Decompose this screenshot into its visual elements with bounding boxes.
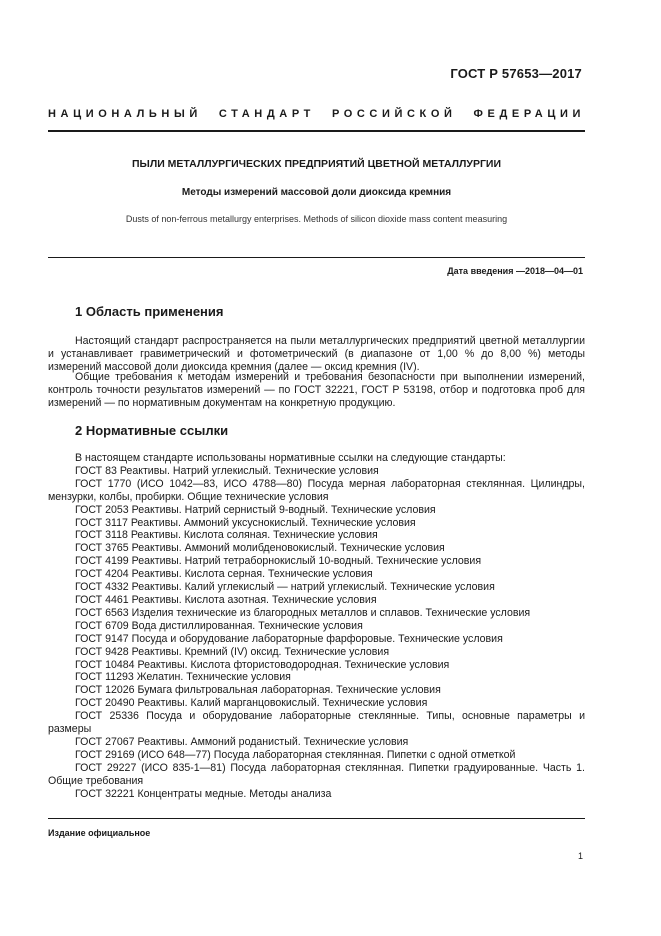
- document-code: ГОСТ Р 57653—2017: [450, 66, 582, 81]
- reference-item: ГОСТ 9428 Реактивы. Кремний (IV) оксид. Технические условия: [75, 645, 390, 658]
- references-intro: В настоящем стандарте использованы нормативные ссылки на следующие стандарты:: [75, 452, 506, 464]
- reference-item: ГОСТ 4332 Реактивы. Калий углекислый — натрий углекислый. Технические условия: [75, 581, 495, 594]
- reference-item: ГОСТ 27067 Реактивы. Аммоний роданистый. Технические условия: [75, 735, 409, 748]
- title-divider: [48, 257, 585, 258]
- reference-item: ГОСТ 3765 Реактивы. Аммоний молибденовокислый. Технические условия: [75, 542, 445, 555]
- reference-item: ГОСТ 3118 Реактивы. Кислота соляная. Технические условия: [75, 529, 378, 542]
- banner-word: РОССИЙСКОЙ: [331, 108, 457, 120]
- reference-item: ГОСТ 10484 Реактивы. Кислота фтористоводородная. Технические условия: [75, 658, 450, 671]
- paragraph-text: Настоящий стандарт распространяется на пыли металлургических предприятий цветной металлургии и устанавливает гравиметрический и фотометрический (в диапазоне от 1,00 % до 8,00 %) методы измерений массовой доли диоксида кремния (далее — оксид кремния (IV).: [48, 335, 585, 374]
- normative-references-list: [48, 452, 585, 800]
- official-edition-label: Издание официальное: [48, 828, 151, 838]
- reference-item: ГОСТ 6709 Вода дистиллированная. Технические условия: [75, 619, 363, 632]
- reference-item: ГОСТ 29169 (ИСО 648—77) Посуда лабораторная стеклянная. Пипетки с одной отметкой: [75, 748, 516, 761]
- national-standard-banner: [48, 108, 585, 120]
- section-1-paragraph-1: [48, 335, 585, 375]
- reference-item: ГОСТ 12026 Бумага фильтровальная лабораторная. Технические условия: [75, 684, 441, 697]
- reference-item: ГОСТ 4204 Реактивы. Кислота серная. Технические условия: [75, 568, 373, 581]
- section-1-paragraph-2: [48, 371, 585, 411]
- document-subtitle: Методы измерений массовой доли диоксида кремния: [181, 187, 452, 198]
- header-divider: [48, 130, 585, 132]
- reference-item: ГОСТ 11293 Желатин. Технические условия: [75, 671, 291, 684]
- banner-word: ФЕДЕРАЦИИ: [473, 108, 585, 120]
- paragraph-text: Общие требования к методам измерений и требования безопасности при выполнении измерений, контроль точности результатов измерений — по ГОСТ 32221, ГОСТ Р 53198, отбор и подготовка проб для измерений — по нормативным документам на конкретную продукцию.: [48, 371, 585, 410]
- banner-word: СТАНДАРТ: [218, 108, 315, 120]
- reference-item: ГОСТ 83 Реактивы. Натрий углекислый. Технические условия: [75, 464, 379, 477]
- reference-item: ГОСТ 4199 Реактивы. Натрий тетраборнокислый 10-водный. Технические условия: [75, 555, 482, 568]
- reference-item: ГОСТ 4461 Реактивы. Кислота азотная. Технические условия: [75, 593, 377, 606]
- reference-item: ГОСТ 20490 Реактивы. Калий марганцовокислый. Технические условия: [75, 697, 428, 710]
- document-title: ПЫЛИ МЕТАЛЛУРГИЧЕСКИХ ПРЕДПРИЯТИЙ ЦВЕТНОЙ МЕТАЛЛУРГИИ: [132, 158, 501, 170]
- footer-divider: [48, 818, 585, 819]
- reference-item: ГОСТ 29227 (ИСО 835-1—81) Посуда лабораторная стеклянная. Пипетки градуированные. Часть 1. Общие требования: [48, 761, 585, 787]
- reference-item: ГОСТ 25336 Посуда и оборудование лабораторные стеклянные. Типы, основные параметры и размеры: [48, 710, 585, 736]
- english-title: Dusts of non-ferrous metallurgy enterprises. Methods of silicon dioxide mass content measuring: [125, 214, 508, 224]
- reference-item: ГОСТ 6563 Изделия технические из благородных металлов и сплавов. Технические условия: [75, 606, 531, 619]
- reference-item: ГОСТ 9147 Посуда и оборудование лабораторные фарфоровые. Технические условия: [75, 632, 503, 645]
- reference-item: ГОСТ 32221 Концентраты медные. Методы анализа: [75, 787, 332, 800]
- section-2-heading: 2 Нормативные ссылки: [75, 423, 229, 438]
- reference-item: ГОСТ 2053 Реактивы. Натрий сернистый 9-водный. Технические условия: [75, 503, 436, 516]
- page-number: 1: [577, 851, 583, 861]
- section-1-heading: 1 Область применения: [75, 304, 224, 319]
- reference-item: ГОСТ 1770 (ИСО 1042—83, ИСО 4788—80) Посуда мерная лабораторная стеклянная. Цилиндры, мензурки, колбы, пробирки. Общие технические условия: [48, 477, 585, 503]
- banner-word: НАЦИОНАЛЬНЫЙ: [48, 108, 202, 120]
- reference-item: ГОСТ 3117 Реактивы. Аммоний уксуснокислый. Технические условия: [75, 516, 416, 529]
- introduction-date: Дата введения —2018—04—01: [447, 266, 583, 276]
